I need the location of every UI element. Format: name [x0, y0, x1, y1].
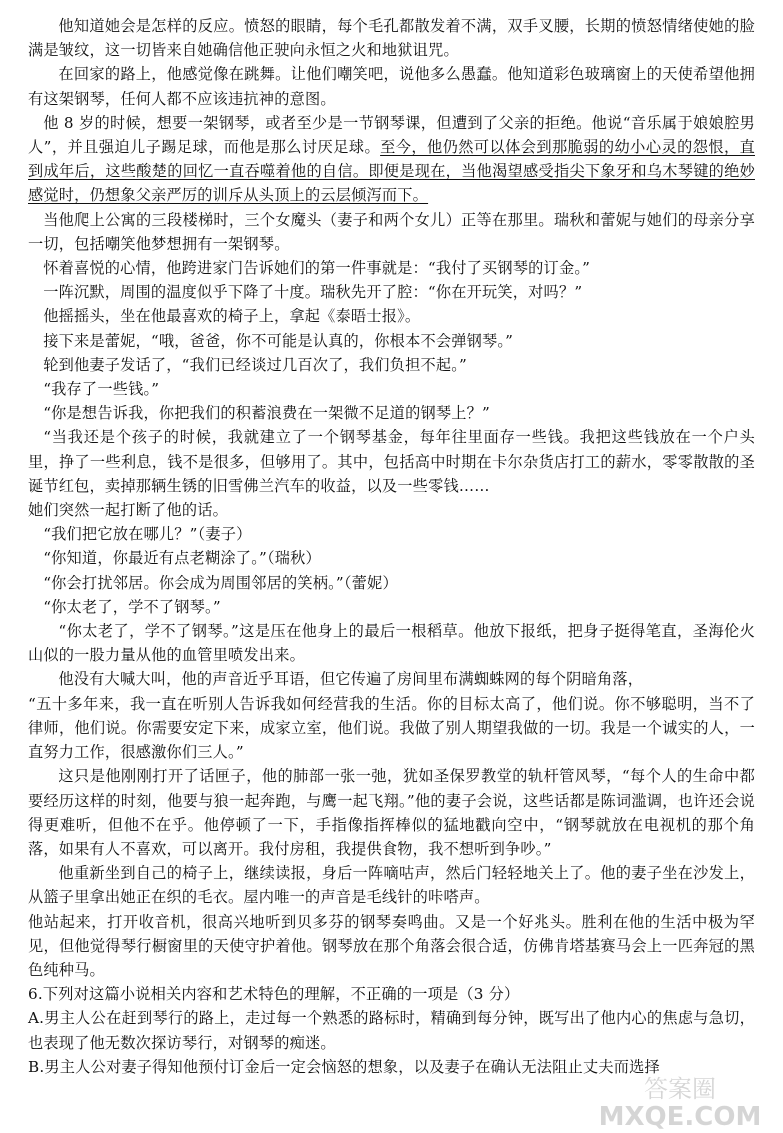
text-segment: 他 8 岁的时候，想要一架钢琴，或者至少是一节钢琴课，但遭到了父亲的拒绝。他说“音乐属于娘娘腔男人”，并且强迫儿子踢足球，而他是那么讨厌足球。	[28, 113, 755, 157]
paragraph-p10	[28, 377, 755, 401]
text-segment: 她们突然一起打断了他的话。	[28, 501, 229, 520]
paragraph-p14	[28, 522, 755, 546]
watermark-line2: MXQE.COM	[598, 1102, 762, 1131]
paragraph-p25	[28, 1006, 755, 1054]
text-segment: 在回家的路上，他感觉像在跳舞。让他们嘲笑吧，说他多么愚蠢。他知道彩色玻璃窗上的天使希望他拥有这架钢琴，任何人都不应该违抗神的意图。	[28, 65, 755, 108]
text-segment: “当我还是个孩子的时候，我就建立了一个钢琴基金，每年往里面存一些钱。我把这些钱放在一个户头里，挣了一些利息，钱不是很多，但够用了。其中，包括高中时期在卡尔杂货店打工的薪水，零零散散的圣诞节红包，卖掉那辆生锈的旧雪佛兰汽车的收益，以及一些零钱……	[28, 428, 755, 495]
paragraph-p15	[28, 546, 755, 570]
text-segment: “五十多年来，我一直在听别人告诉我如何经营我的生活。你的目标太高了，他们说。你不够聪明，当不了律师，他们说。你需要安定下来，成家立室，他们说。我做了别人期望我做的一切。我是一个诚实的人，一直努力工作，很感激你们三人。”	[28, 694, 755, 762]
paragraph-p19	[28, 667, 755, 691]
paragraph-p20	[28, 692, 755, 765]
text-segment: “你知道，你最近有点老糊涂了。”（瑞秋）	[43, 549, 321, 568]
paragraph-p24	[28, 982, 755, 1006]
paragraph-p13	[28, 498, 755, 522]
paragraph-p9	[28, 353, 755, 377]
text-segment: 怀着喜悦的心情，他跨进家门告诉她们的第一件事就是：“我付了买钢琴的订金。”	[43, 259, 591, 278]
paragraph-p6	[28, 280, 755, 304]
paragraph-p2	[28, 62, 755, 110]
paragraph-p21	[28, 764, 755, 861]
paragraph-p5	[28, 256, 755, 280]
text-segment: 轮到他妻子发话了，“我们已经谈过几百次了，我们负担不起。”	[43, 355, 467, 374]
text-segment: 他摇摇头，坐在他最喜欢的椅子上，拿起《泰晤士报》。	[43, 307, 421, 326]
paragraph-p23	[28, 910, 755, 983]
text-segment: 他站起来，打开收音机，很高兴地听到贝多芬的钢琴奏鸣曲。又是一个好兆头。胜利在他的生活中极为罕见，但他觉得琴行橱窗里的天使守护着他。钢琴放在那个角落会很合适，仿佛肯塔基赛马会上一匹奔冠的黑色纯种马。	[28, 912, 755, 979]
text-segment: 他知道她会是怎样的反应。愤怒的眼睛，每个毛孔都散发着不满，双手叉腰，长期的愤怒情绪使她的脸满是皱纹，这一切皆来自她确信他正驶向永恒之火和地狱诅咒。	[28, 17, 755, 60]
paragraph-p12	[28, 425, 755, 498]
paragraph-p7	[28, 304, 755, 328]
paragraph-p1	[28, 14, 755, 62]
paragraph-p4	[28, 208, 755, 256]
paragraph-p18	[28, 619, 755, 667]
text-segment: B.男主人公对妻子得知他预付订金后一定会恼怒的想象，以及妻子在确认无法阻止丈夫而选择	[28, 1057, 660, 1076]
text-segment: “你太老了，学不了钢琴。”这是压在他身上的最后一根稻草。他放下报纸，把身子挺得笔直，圣海伦火山似的一股力量从他的血管里喷发出来。	[28, 622, 755, 665]
text-segment: A.男主人公在赶到琴行的路上，走过每一个熟悉的路标时，精确到每分钟，既写出了他内心的焦虑与急切，也表现了他无数次探访琴行，对钢琴的痴迷。	[28, 1009, 755, 1052]
text-segment: 他没有大喊大叫，他的声音近乎耳语，但它传遍了房间里布满蜘蛛网的每个阴暗角落，	[58, 670, 644, 689]
underlined-text: 至今，他仍然可以体会到那脆弱的幼小心灵的怨恨，直到成年后，这些酸楚的回忆一直吞噬着他的自信。即便是现在，当他渴望感受指尖下象牙和乌木琴键的绝妙感觉时，仍想象父亲严厉的训斥从头顶上的云层倾泻而下。	[28, 138, 755, 205]
text-segment: “你会打扰邻居。你会成为周围邻居的笑柄。”（蕾妮）	[43, 573, 398, 592]
text-segment: 他重新坐到自己的椅子上，继续读报，身后一阵嘀咕声，然后门轻轻地关上了。他的妻子坐在沙发上，从篮子里拿出她正在织的毛衣。屋内唯一的声音是毛线针的咔嗒声。	[28, 864, 755, 907]
paragraph-p17	[28, 595, 755, 619]
text-segment: “我存了一些钱。”	[43, 380, 160, 399]
text-segment: “我们把它放在哪儿？”（妻子）	[43, 525, 252, 544]
text-segment: “你是想告诉我，你把我们的积蓄浪费在一架微不足道的钢琴上？”	[43, 404, 490, 423]
watermark-logo	[585, 1071, 775, 1131]
paragraph-p22	[28, 861, 755, 909]
text-segment: 当他爬上公寓的三段楼梯时，三个女魔头（妻子和两个女儿）正等在那里。瑞秋和蕾妮与她们的母亲分享一切，包括嘲笑他梦想拥有一架钢琴。	[28, 210, 755, 253]
paragraph-p11	[28, 401, 755, 425]
text-segment: 接下来是蕾妮，“哦，爸爸，你不可能是认真的，你根本不会弹钢琴。”	[43, 331, 514, 350]
paragraph-p16	[28, 571, 755, 595]
paragraph-p3	[28, 111, 755, 208]
text-segment: 一阵沉默，周围的温度似乎下降了十度。瑞秋先开了腔：“你在开玩笑，对吗？”	[43, 283, 583, 302]
watermark-line1: 答案圈	[644, 1075, 716, 1103]
text-segment: 6.下列对这篇小说相关内容和艺术特色的理解，不正确的一项是（3 分）	[28, 985, 520, 1004]
text-segment: “你太老了，学不了钢琴。”	[43, 597, 221, 616]
text-segment: 这只是他刚刚打开了话匣子，他的肺部一张一弛，犹如圣保罗教堂的轨杆管风琴，“每个人的生命中都要经历这样的时刻，他要与狼一起奔跑，与鹰一起飞翔。”他的妻子会说，这些话都是陈词滥调，也许还会说得更难听，但他不在乎。他停顿了一下，手指像指挥棒似的猛地戳向空中，“钢琴就放在电视机的那个角落，如果有人不喜欢，可以离开。我付房租，我提供食物，我不想听到争吵。”	[28, 767, 755, 858]
paragraph-p8	[28, 329, 755, 353]
